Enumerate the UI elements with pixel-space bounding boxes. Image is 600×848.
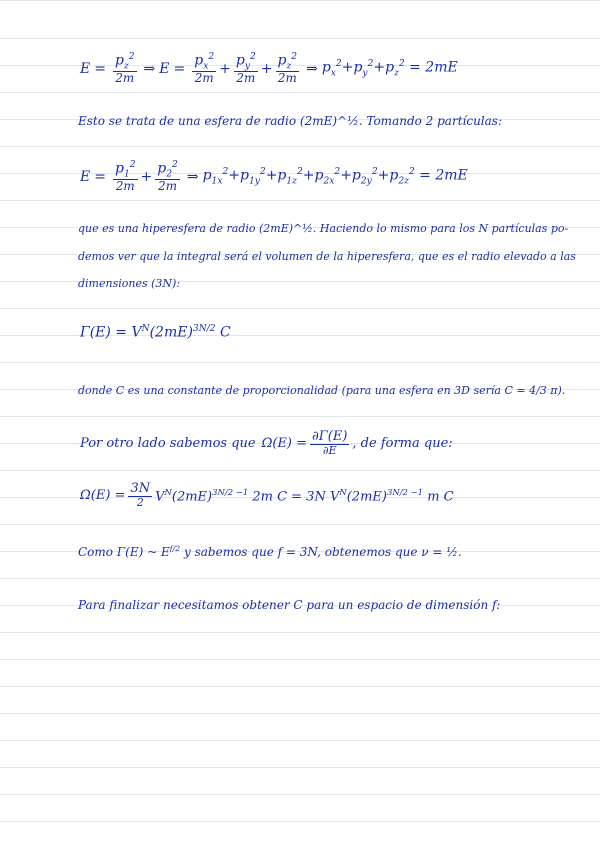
equation-energy-single: E = $\frac{p_z^2}{2m}$ ⇒ E = $\frac{p_x^2}{2m}$ + $\frac{p_y^2}{2m}$ + $\frac{p_z^2}{2m}$ ⇒ $p_x^2+p_y^2+p_z^2 = 2mE$ [80,52,458,86]
text-hypersphere-b: demos ver que la integral será el volumen de la hiperesfera, que es el radio elevado a las [78,250,576,263]
equation-omega: Ω(E) = $\frac{3N}{2}$ $V^N(2mE)^{3N/2 -1}$ 2m C = 3N $V^N(2mE)^{3N/2 -1}$ m C [80,481,454,510]
equation-omega-definition: Por otro lado sabemos que Ω(E) = $\frac{\partial\Gamma(E)}{\partial E}$ , de forma que: [80,429,453,458]
equation-energy-two-particles: E = $\frac{p_1^2}{2m}$ + $\frac{p_2^2}{2m}$ ⇒ $p_{1x}^2+p_{1y}^2+p_{1z}^2+p_{2x}^2+p_{2y}^2+p_{2z}^2 = 2mE$ [80,160,468,194]
text-hypersphere-c: dimensiones (3N): [78,277,181,290]
text-como: Como Γ(E) ~ $E^{f/2}$ y sabemos que f = 3N, obtenemos que ν = ½. [78,544,462,559]
text-sphere-radius: Esto se trata de una esfera de radio (2mE)^½. Tomando 2 partículas: [78,114,502,128]
text-constant-c: donde C es una constante de proporcionalidad (para una esfera en 3D sería C = 4/3 π). [78,384,566,397]
equation-gamma: $\Gamma(E) = V^N(2mE)^{3N/2}$ C [80,324,231,341]
text-hypersphere-a: que es una hiperesfera de radio (2mE)^½. Haciendo lo mismo para los N partículas po- [78,222,569,235]
text-finalize: Para finalizar necesitamos obtener C para un espacio de dimensión f: [78,598,501,612]
